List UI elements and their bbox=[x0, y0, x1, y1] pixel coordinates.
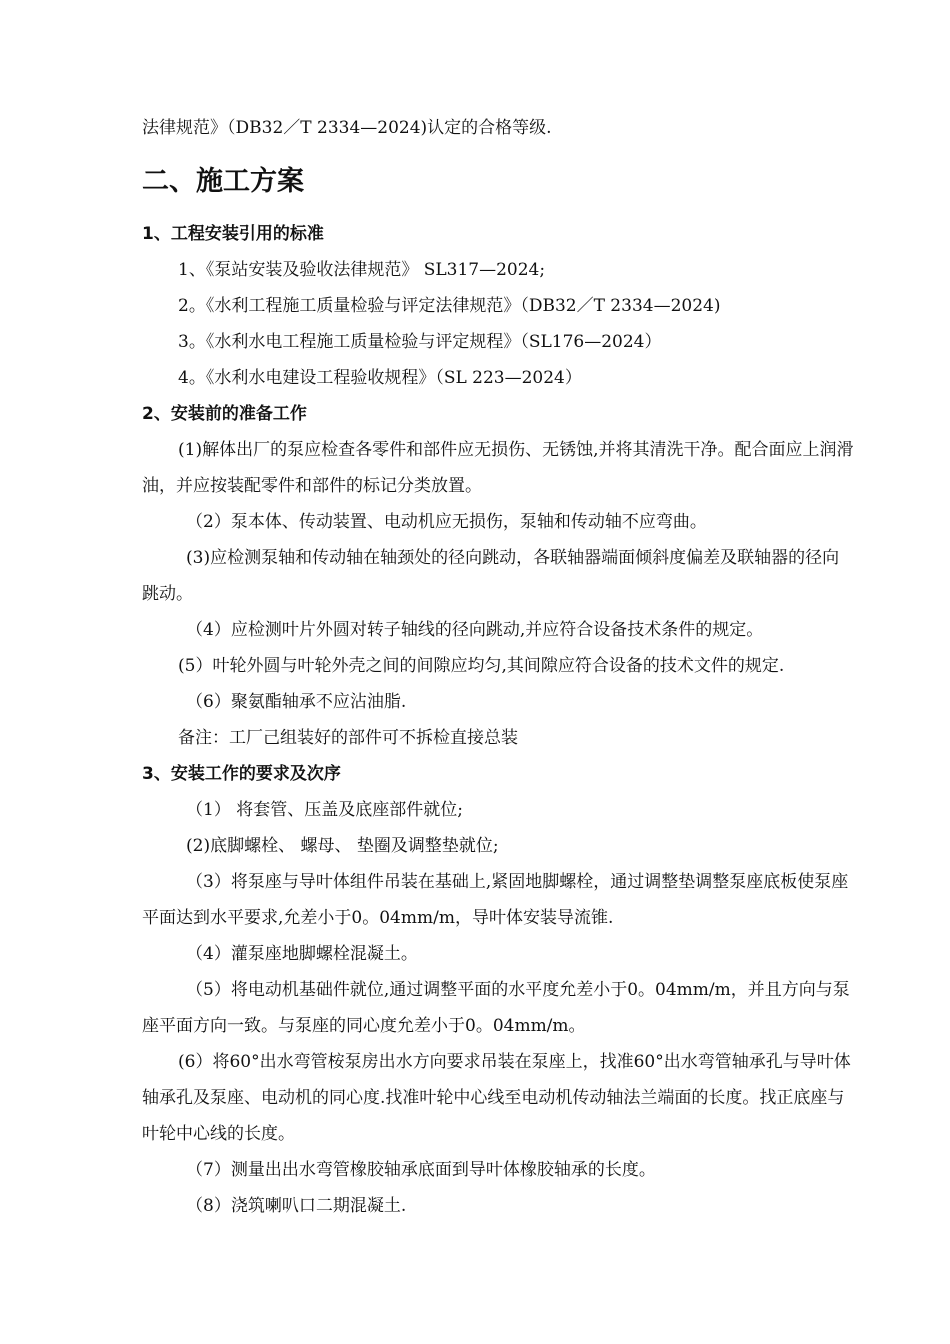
preparation-item: (3)应检测泵轴和传动轴在轴颈处的径向跳动，各联轴器端面倾斜度偏差及联轴器的径向跳动。 bbox=[142, 548, 840, 604]
intro-line: 法律规范》（DB32／T 2334—2024)认定的合格等级. bbox=[142, 118, 552, 138]
subsection-2-title: 2、安装前的准备工作 bbox=[142, 404, 307, 424]
standard-item: 1、《泵站安装及验收法律规范》 SL317—2024; bbox=[178, 260, 546, 280]
subsection-3-title: 3、安装工作的要求及次序 bbox=[142, 764, 341, 784]
procedure-item: （5）将电动机基础件就位,通过调整平面的水平度允差小于0。04mm/m，并且方向与泵座平面方向一致。与泵座的同心度允差小于0。04mm/m。 bbox=[142, 980, 850, 1036]
procedure-item: （8）浇筑喇叭口二期混凝土. bbox=[186, 1196, 407, 1216]
procedure-item: （7）测量出出水弯管橡胶轴承底面到导叶体橡胶轴承的长度。 bbox=[186, 1160, 656, 1180]
procedure-item: （3）将泵座与导叶体组件吊装在基础上,紧固地脚螺栓，通过调整垫调整泵座底板使泵座平面达到水平要求,允差小于0。04mm/m，导叶体安装导流锥. bbox=[142, 872, 849, 928]
standard-item: 2。《水利工程施工质量检验与评定法律规范》（DB32／T 2334—2024) bbox=[178, 296, 721, 316]
preparation-item: （4）应检测叶片外圆对转子轴线的径向跳动,并应符合设备技术条件的规定。 bbox=[186, 620, 764, 640]
subsection-1-title: 1、工程安装引用的标准 bbox=[142, 224, 324, 244]
procedure-item: （4）灌泵座地脚螺栓混凝土。 bbox=[186, 944, 418, 964]
standard-item: 4。《水利水电建设工程验收规程》（SL 223—2024） bbox=[178, 368, 582, 388]
preparation-item: （2）泵本体、传动装置、电动机应无损伤，泵轴和传动轴不应弯曲。 bbox=[186, 512, 707, 532]
preparation-item: （6）聚氨酯轴承不应沾油脂. bbox=[186, 692, 407, 712]
procedure-item: (6）将60°出水弯管桉泵房出水方向要求吊装在泵座上，找准60°出水弯管轴承孔与导叶体轴承孔及泵座、电动机的同心度.找准叶轮中心线至电动机传动轴法兰端面的长度。找正底座与叶轮中心线的长度。 bbox=[142, 1052, 851, 1144]
document-body bbox=[142, 110, 854, 1224]
note-line: 备注：工厂己组装好的部件可不拆检直接总装 bbox=[178, 728, 518, 748]
procedure-item: (2)底脚螺栓、 螺母、 垫圈及调整垫就位; bbox=[186, 836, 499, 856]
section-title: 二、施工方案 bbox=[142, 166, 304, 197]
procedure-item: （1） 将套管、压盖及底座部件就位; bbox=[186, 800, 463, 820]
standard-item: 3。《水利水电工程施工质量检验与评定规程》（SL176—2024） bbox=[178, 332, 662, 352]
preparation-item: (5）叶轮外圆与叶轮外壳之间的间隙应均匀,其间隙应符合设备的技术文件的规定. bbox=[178, 656, 785, 676]
preparation-item: (1)解体出厂的泵应检查各零件和部件应无损伤、无锈蚀,并将其清洗干净。配合面应上润滑油，并应按装配零件和部件的标记分类放置。 bbox=[142, 440, 854, 496]
